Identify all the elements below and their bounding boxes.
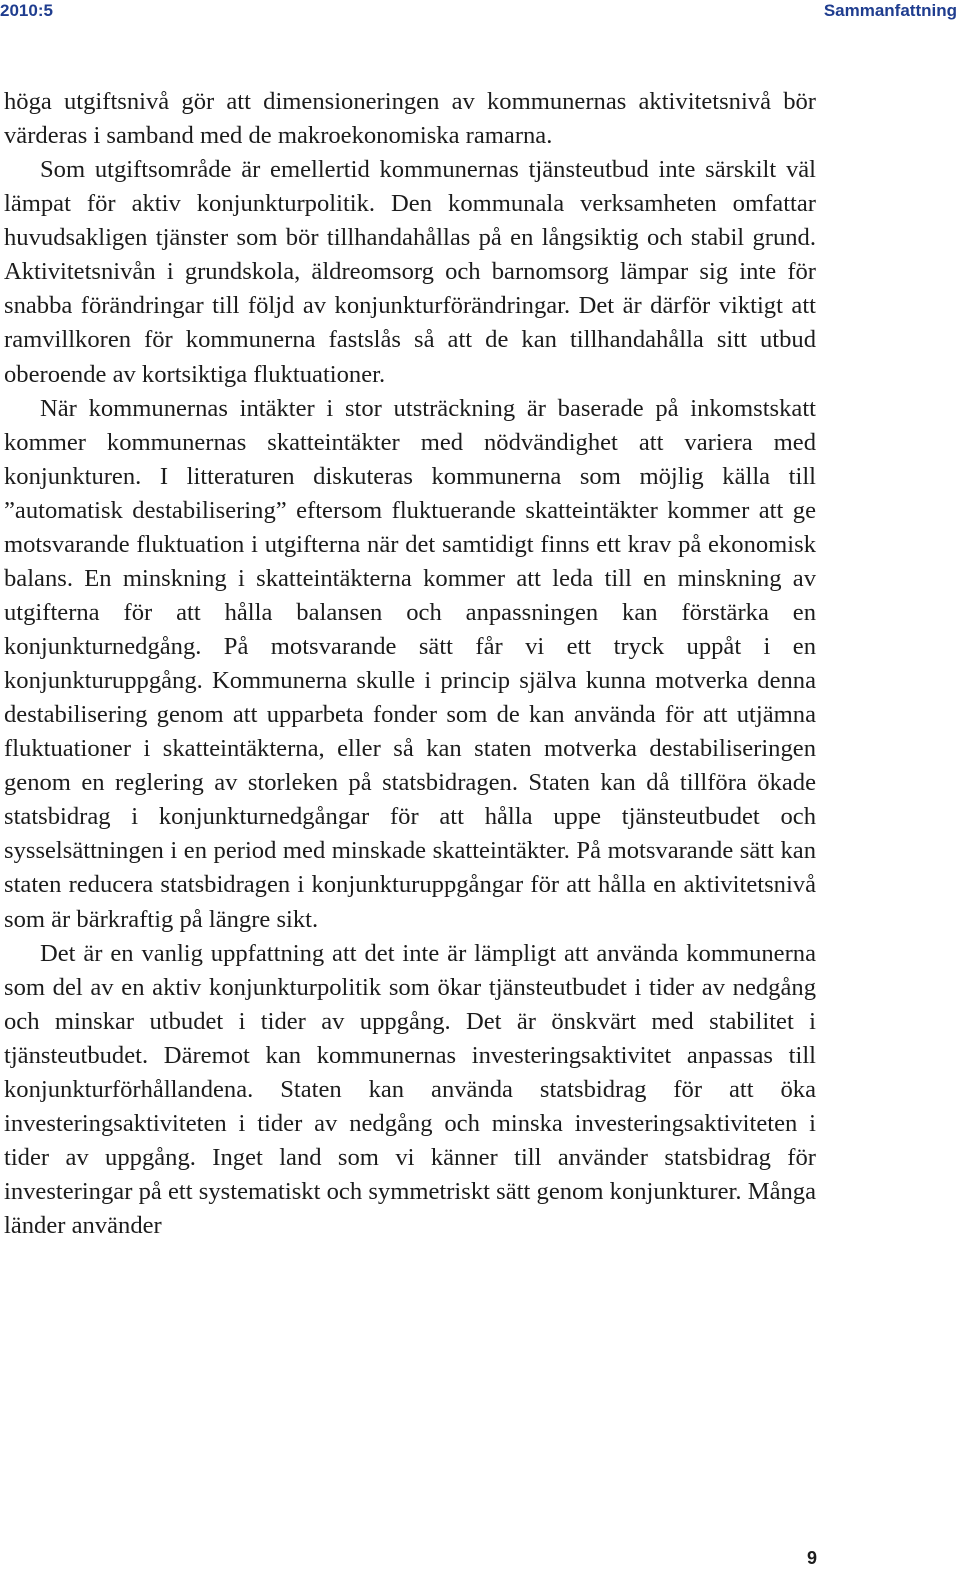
page-header — [0, 0, 960, 30]
report-number: 2010:5 — [0, 1, 53, 20]
paragraph: När kommunernas intäkter i stor utsträckning är baserade på inkomstskatt kommer kommunernas skatteintäkter med nödvändighet att variera med konjunkturen. I litteraturen diskuteras kommunerna som möjlig källa till ”automatisk destabilisering” eftersom fluktuerande skatteintäkter kommer att ge motsvarande fluktuation i utgifterna när det samtidigt finns ett krav på ekonomisk balans. En minskning i skatteintäkterna kommer att leda till en minskning av utgifterna för att hålla balansen och anpassningen kan förstärka en konjunkturnedgång. På motsvarande sätt får vi ett tryck uppåt i en konjunkturuppgång. Kommunerna skulle i princip själva kunna motverka denna destabilisering genom att upparbeta fonder som de kan använda för att utjämna fluktuationer i skatteintäkterna, eller så kan staten motverka destabiliseringen genom en reglering av storleken på statsbidragen. Staten kan då tillföra ökade statsbidrag i konjunkturnedgångar för att hålla uppe tjänsteutbudet och sysselsättningen i en period med minskade skatteintäkter. På motsvarande sätt kan staten reducera statsbidragen i konjunkturuppgångar för att hålla en aktivitetsnivå som är bärkraftig på längre sikt. — [4, 394, 816, 933]
paragraph-continued: höga utgiftsnivå gör att dimensioneringen av kommunernas aktivitetsnivå bör värderas i samband med de makroekonomiska ramarna. — [4, 88, 816, 150]
paragraph: Det är en vanlig uppfattning att det inte är lämpligt att använda kommunerna som del av en aktiv konjunkturpolitik som ökar tjänsteutbudet i tider av nedgång och minskar utbudet i tider av uppgång. Det är önskvärt med stabilitet i tjänsteutbudet. Däremot kan kommunernas investeringsaktivitet anpassas till konjunkturförhållandena. Staten kan använda statsbidrag för att öka investeringsaktiviteten i tider av nedgång och minska investeringsaktiviteten i tider av uppgång. Inget land som vi känner till använder statsbidrag för investeringar på ett systematiskt och symmetriskt sätt genom konjunkturer. Många länder använder — [4, 939, 816, 1240]
body-text — [4, 85, 816, 1243]
paragraph: Som utgiftsområde är emellertid kommunernas tjänsteutbud inte särskilt väl lämpat för aktiv konjunkturpolitik. Den kommunala verksamheten omfattar huvudsakligen tjänster som bör tillhandahållas på en långsiktig och stabil grund. Aktivitetsnivån i grundskola, äldreomsorg och barnomsorg lämpar sig inte för snabba förändringar till följd av konjunkturförändringar. Det är därför viktigt att ramvillkoren för kommunerna fastslås så att de kan tillhandahålla sitt utbud oberoende av kortsiktiga fluktuationer. — [4, 156, 816, 388]
page-number: 9 — [806, 1548, 817, 1568]
section-title: Sammanfattning — [823, 1, 957, 20]
